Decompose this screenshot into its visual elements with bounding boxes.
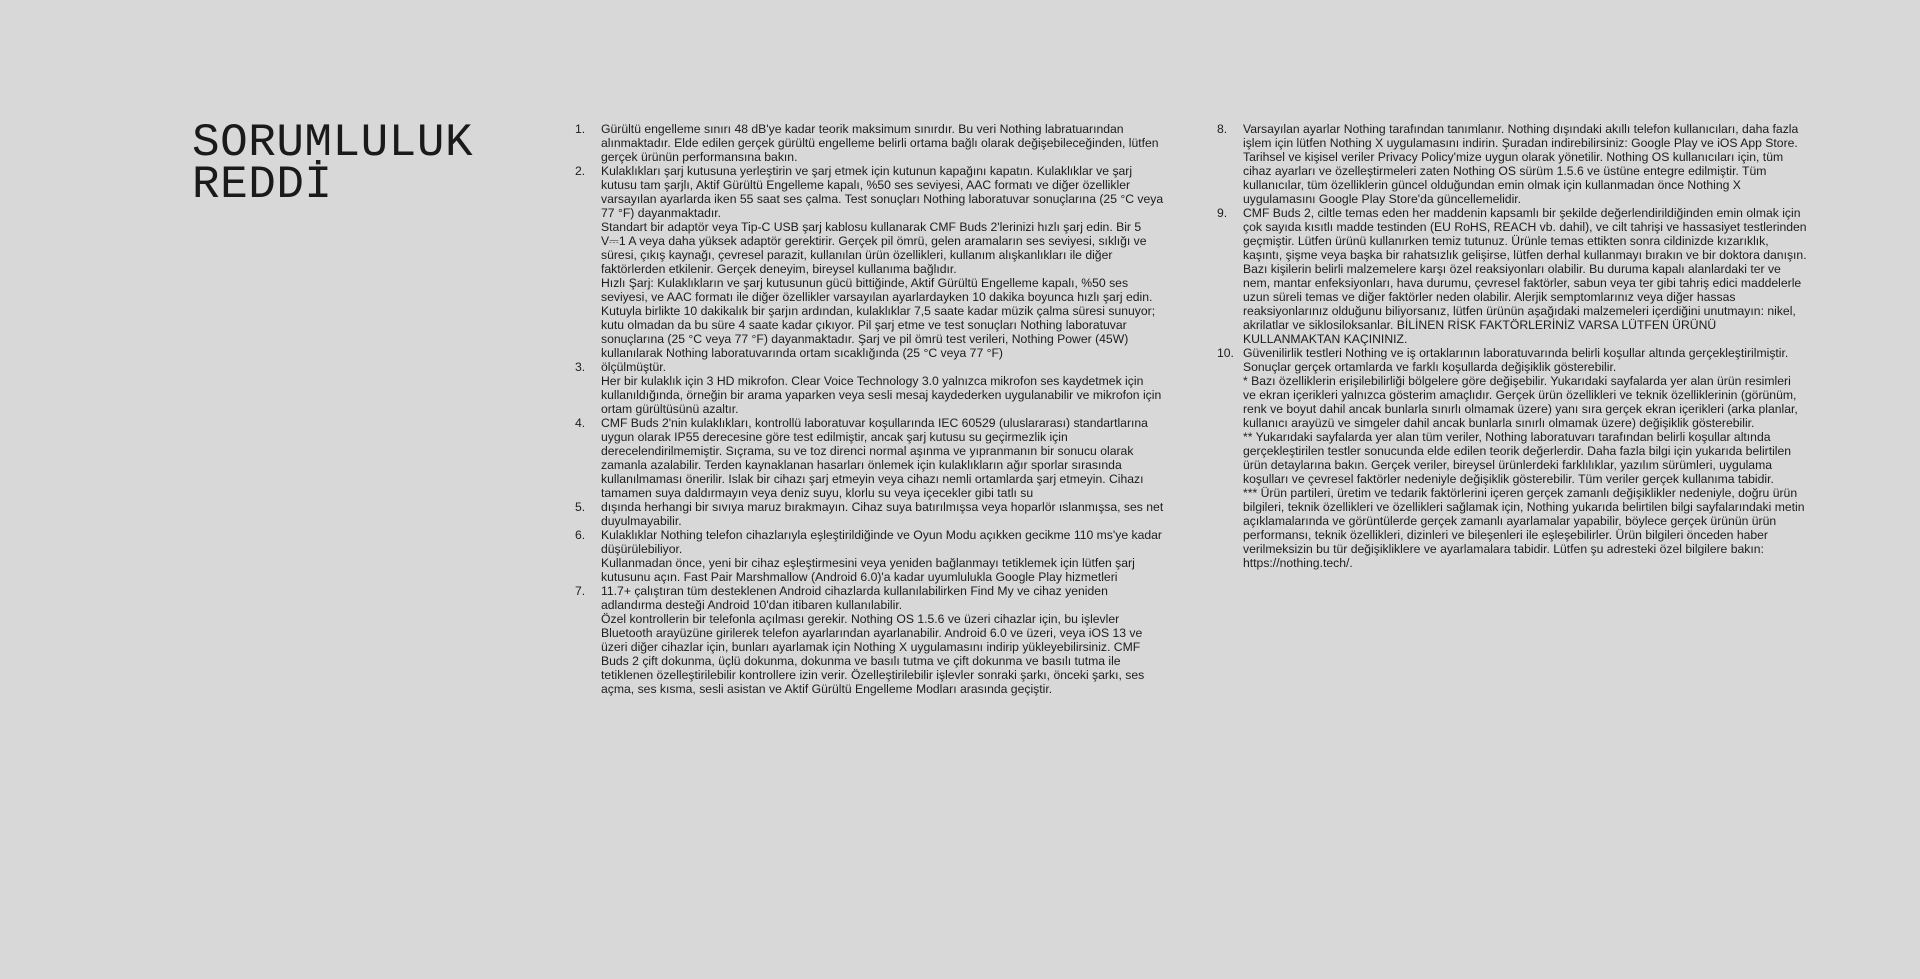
note-body <box>1243 346 1807 570</box>
disclaimer-note <box>1217 346 1807 570</box>
disclaimer-list-right <box>1217 122 1807 570</box>
note-number: 5. <box>575 500 586 514</box>
note-paragraph: ölçülmüştür. <box>601 360 667 374</box>
note-paragraph: Varsayılan ayarlar Nothing tarafından tanımlanır. Nothing dışındaki akıllı telefon kullanıcıları, daha fazla işlem için lütfen Nothing X uygulamasını indirin. Şuradan indirebilirsiniz: Google Play ve iOS App Store. Tarihsel ve kişisel veriler Privacy Policy'mize uygun olarak yönetilir. Nothing OS kullanıcıları için, tüm cihaz ayarları ve özelleştirmeleri zaten Nothing OS sürüm 1.5.6 ve üstüne entegre edilmiştir. Tüm kullanıcılar, tüm özelliklerin güncel olduğundan emin olmak için kullanmadan önce Nothing X uygulamasını Google Play Store'da güncellemelidir. <box>1243 122 1799 206</box>
note-paragraph: Güvenilirlik testleri Nothing ve iş ortaklarının laboratuvarında belirli koşullar altında gerçekleştirilmiştir. Sonuçlar gerçek ortamlarda ve farklı koşullarda değişiklik gösterebilir. <box>1243 346 1789 374</box>
page-title: SORUMLULUK REDDİ <box>192 117 474 211</box>
note-body <box>1243 206 1807 346</box>
note-body <box>601 360 1165 416</box>
note-number: 7. <box>575 584 586 598</box>
note-number: 4. <box>575 416 586 430</box>
note-paragraph: Gürültü engelleme sınırı 48 dB'ye kadar teorik maksimum sınırdır. Bu veri Nothing labratuarından alınmaktadır. Elde edilen gerçek gürültü engelleme belirli ortama bağlı olarak değişebileceğinden, lütfen gerçek ürünün performansına bakın. <box>601 122 1159 164</box>
disclaimer-note <box>575 528 1165 584</box>
disclaimer-note <box>575 360 1165 416</box>
disclaimer-note <box>575 416 1165 500</box>
note-paragraph: CMF Buds 2, ciltle temas eden her maddenin kapsamlı bir şekilde değerlendirildiğinden emin olmak için çok sayıda kısıtlı madde testinden (EU RoHS, REACH vb. dahil), ve cilt tahrişi ve hassasiyet testlerinden geçmiştir. Lütfen ürünü kullanırken temiz tutunuz. Ürünle temas ettikten sonra cildinizde kızarıklık, kaşıntı, şişme veya başka bir rahatsızlık gelişirse, lütfen derhal kullanmayı bırakın ve bir doktora danışın. Bazı kişilerin belirli malzemelere karşı özel reaksiyonları olabilir. Bu duruma kapalı alanlardaki ter ve nem, mantar enfeksiyonları, hava durumu, çevresel faktörler, sabun veya ter gibi tahriş edici maddelerle uzun süreli temas ve diğer faktörler neden olabilir. Alerjik semptomlarınız veya diğer hassas reaksiyonlarınız olduğunu biliyorsanız, lütfen ürünün aşağıdaki malzemeleri içerdiğini unutmayın: nikel, akrilatlar ve siklosiloksanlar. BİLİNEN RİSK FAKTÖRLERİNİZ VARSA LÜTFEN ÜRÜNÜ KULLANMAKTAN KAÇININIZ. <box>1243 206 1807 346</box>
disclaimer-note <box>1217 122 1807 206</box>
disclaimer-note <box>575 584 1165 696</box>
disclaimer-column-left <box>575 122 1165 696</box>
note-paragraph: Kulaklıkları şarj kutusuna yerleştirin ve şarj etmek için kutunun kapağını kapatın. Kulaklıklar ve şarj kutusu tam şarjlı, Aktif Gürültü Engelleme kapalı, %50 ses seviyesi, AAC formatı ve diğer özellikler varsayılan ayarlarda iken 55 saat ses çalma. Test sonuçları Nothing laboratuvar sonuçlarına (25 °C veya 77 °F) dayanmaktadır. <box>601 164 1164 220</box>
note-paragraph: ** Yukarıdaki sayfalarda yer alan tüm veriler, Nothing laboratuvarı tarafından belirli koşullar altında gerçekleştirilen testler sonucunda elde edilen teorik değerlerdir. Daha fazla bilgi için yukarıda belirtilen ürün detaylarına bakın. Gerçek veriler, bireysel ürünlerdeki farklılıklar, yazılım sürümleri, uygulama koşulları ve çevresel faktörler nedeniyle değişiklik gösterebilir. Tüm veriler gerçek kullanıma tabidir. <box>1243 430 1792 486</box>
note-body <box>601 416 1165 500</box>
note-paragraph: dışında herhangi bir sıvıya maruz bırakmayın. Cihaz suya batırılmışsa veya hoparlör ıslanmışsa, ses net duyulmayabilir. <box>601 500 1164 528</box>
disclaimer-column-right <box>1217 122 1807 570</box>
note-paragraph: Kullanmadan önce, yeni bir cihaz eşleştirmesini veya yeniden bağlanmayı tetiklemek için lütfen şarj kutusunu açın. Fast Pair Marshmallow (Android 6.0)'a kadar uyumlulukla Google Play hizmetleri <box>601 556 1135 584</box>
note-number: 6. <box>575 528 586 542</box>
note-body <box>1243 122 1807 206</box>
disclaimer-list-left <box>575 122 1165 696</box>
note-paragraph: * Bazı özelliklerin erişilebilirliği bölgelere göre değişebilir. Yukarıdaki sayfalarda yer alan ürün resimleri ve ekran içerikleri yalnızca gösterim amaçlıdır. Gerçek ürün özellikleri ve teknik özelliklerinin (görünüm, renk ve boyut dahil ancak bunlarla sınırlı olmamak üzere) yanı sıra gerçek ekran içerikleri (arka planlar, kullanıcı arayüzü ve simgeler dahil ancak bunlarla sınırlı olmamak üzere) değişiklik gösterebilir. <box>1243 374 1798 430</box>
note-number: 10. <box>1217 346 1234 360</box>
note-paragraph: Özel kontrollerin bir telefonla açılması gerekir. Nothing OS 1.5.6 ve üzeri cihazlar için, bu işlevler Bluetooth arayüzüne girilerek telefon ayarlarından ayarlanabilir. Android 6.0 ve üzeri, veya iOS 13 ve üzeri diğer cihazlar için, bunları ayarlamak için Nothing X uygulamasını indirip yükleyebilirsiniz. CMF Buds 2 çift dokunma, üçlü dokunma, dokunma ve basılı tutma ve çift dokunma ve basılı tutma ile tetiklenen özelleştirilebilir kontrollere izin verir. Özelleştirilebilir işlevler sonraki şarkı, önceki şarkı, ses açma, ses kısma, sesli asistan ve Aktif Gürültü Engelleme Modları arasında geçiştir. <box>601 612 1145 696</box>
disclaimer-note <box>575 500 1165 528</box>
note-paragraph: Hızlı Şarj: Kulaklıkların ve şarj kutusunun gücü bittiğinde, Aktif Gürültü Engelleme kapalı, %50 ses seviyesi, ve AAC formatı ile diğer özellikler varsayılan ayarlardayken 10 dakika boyunca hızlı şarj edin. Kutuyla birlikte 10 dakikalık bir şarjın ardından, kulaklıklar 7,5 saate kadar müzik çalma süresi sunuyor; kutu olmadan da bu süre 4 saate kadar çıkıyor. Pil şarj etme ve test sonuçları Nothing laboratuvar sonuçlarına (25 °C veya 77 °F) dayanmaktadır. Şarj ve pil ömrü test verileri, Nothing Power (45W) kullanılarak Nothing laboratuvarında ortam sıcaklığında (25 °C veya 77 °F) <box>601 276 1156 360</box>
note-body <box>601 584 1165 696</box>
disclaimer-note <box>575 122 1165 164</box>
note-number: 8. <box>1217 122 1228 136</box>
note-paragraph: Standart bir adaptör veya Tip-C USB şarj kablosu kullanarak CMF Buds 2'lerinizi hızlı şarj edin. Bir 5 V⎓1 A veya daha yüksek adaptör gerektirir. Gerçek pil ömrü, gelen aramaların ses seviyesi, sıklığı ve süresi, çıkış kaynağı, çevresel parazit, kullanılan ürün özellikleri, kullanım alışkanlıkları ile diğer faktörlerden etkilenir. Gerçek deneyim, bireysel kullanıma bağlıdır. <box>601 220 1147 276</box>
note-body <box>601 164 1165 360</box>
note-body <box>601 500 1165 528</box>
note-number: 3. <box>575 360 586 374</box>
disclaimer-note <box>575 164 1165 360</box>
note-number: 1. <box>575 122 586 136</box>
note-number: 9. <box>1217 206 1228 220</box>
note-paragraph: 11.7+ çalıştıran tüm desteklenen Android cihazlarda kullanılabilirken Find My ve cihaz yeniden adlandırma desteği Android 10'dan itibaren kullanılabilir. <box>601 584 1108 612</box>
note-paragraph: *** Ürün partileri, üretim ve tedarik faktörlerini içeren gerçek zamanlı değişiklikler nedeniyle, doğru ürün bilgileri, teknik özellikleri ve özellikleri sağlamak için, Nothing yukarıda belirtilen bilgi sayfalarındaki metin açıklamalarında ve görüntülerde gerçek zamanlı ayarlamalar yapabilir, böylece gerçek ürünün ürün performansı, teknik özellikleri, dizinleri ve bileşenleri ile eşleşebilirler. Ürün bilgileri önceden haber verilmeksizin bu tür değişikliklere ve ayarlamalara tabidir. Lütfen şu adresteki özel bilgilere bakın: https://nothing.tech/. <box>1243 486 1805 570</box>
note-number: 2. <box>575 164 586 178</box>
disclaimer-note <box>1217 206 1807 346</box>
note-body <box>601 122 1165 164</box>
note-paragraph: Her bir kulaklık için 3 HD mikrofon. Clear Voice Technology 3.0 yalnızca mikrofon ses kaydetmek için kullanıldığında, örneğin bir arama yaparken veya sesli mesaj kaydederken uygulanabilir ve mikrofon için ortam gürültüsünü azaltır. <box>601 374 1162 416</box>
note-paragraph: Kulaklıklar Nothing telefon cihazlarıyla eşleştirildiğinde ve Oyun Modu açıkken gecikme 110 ms'ye kadar düşürülebiliyor. <box>601 528 1162 556</box>
note-paragraph: CMF Buds 2'nin kulaklıkları, kontrollü laboratuvar koşullarında IEC 60529 (uluslararası) standartlarına uygun olarak IP55 derecesine göre test edilmiştir, ancak şarj kutusu su geçirmezlik için derecelendirilmemiştir. Sıçrama, su ve toz direnci normal aşınma ve yıpranmanın bir sonucu olarak zamanla azalabilir. Terden kaynaklanan hasarları önlemek için kulaklıkların ağır sporlar sırasında kullanılmaması önerilir. Islak bir cihazı şarj etmeyin veya cihazı nemli ortamlarda şarj etmeyin. Cihazı tamamen suya daldırmayın veya deniz suyu, klorlu su veya içecekler gibi tatlı su <box>601 416 1148 500</box>
note-body <box>601 528 1165 584</box>
